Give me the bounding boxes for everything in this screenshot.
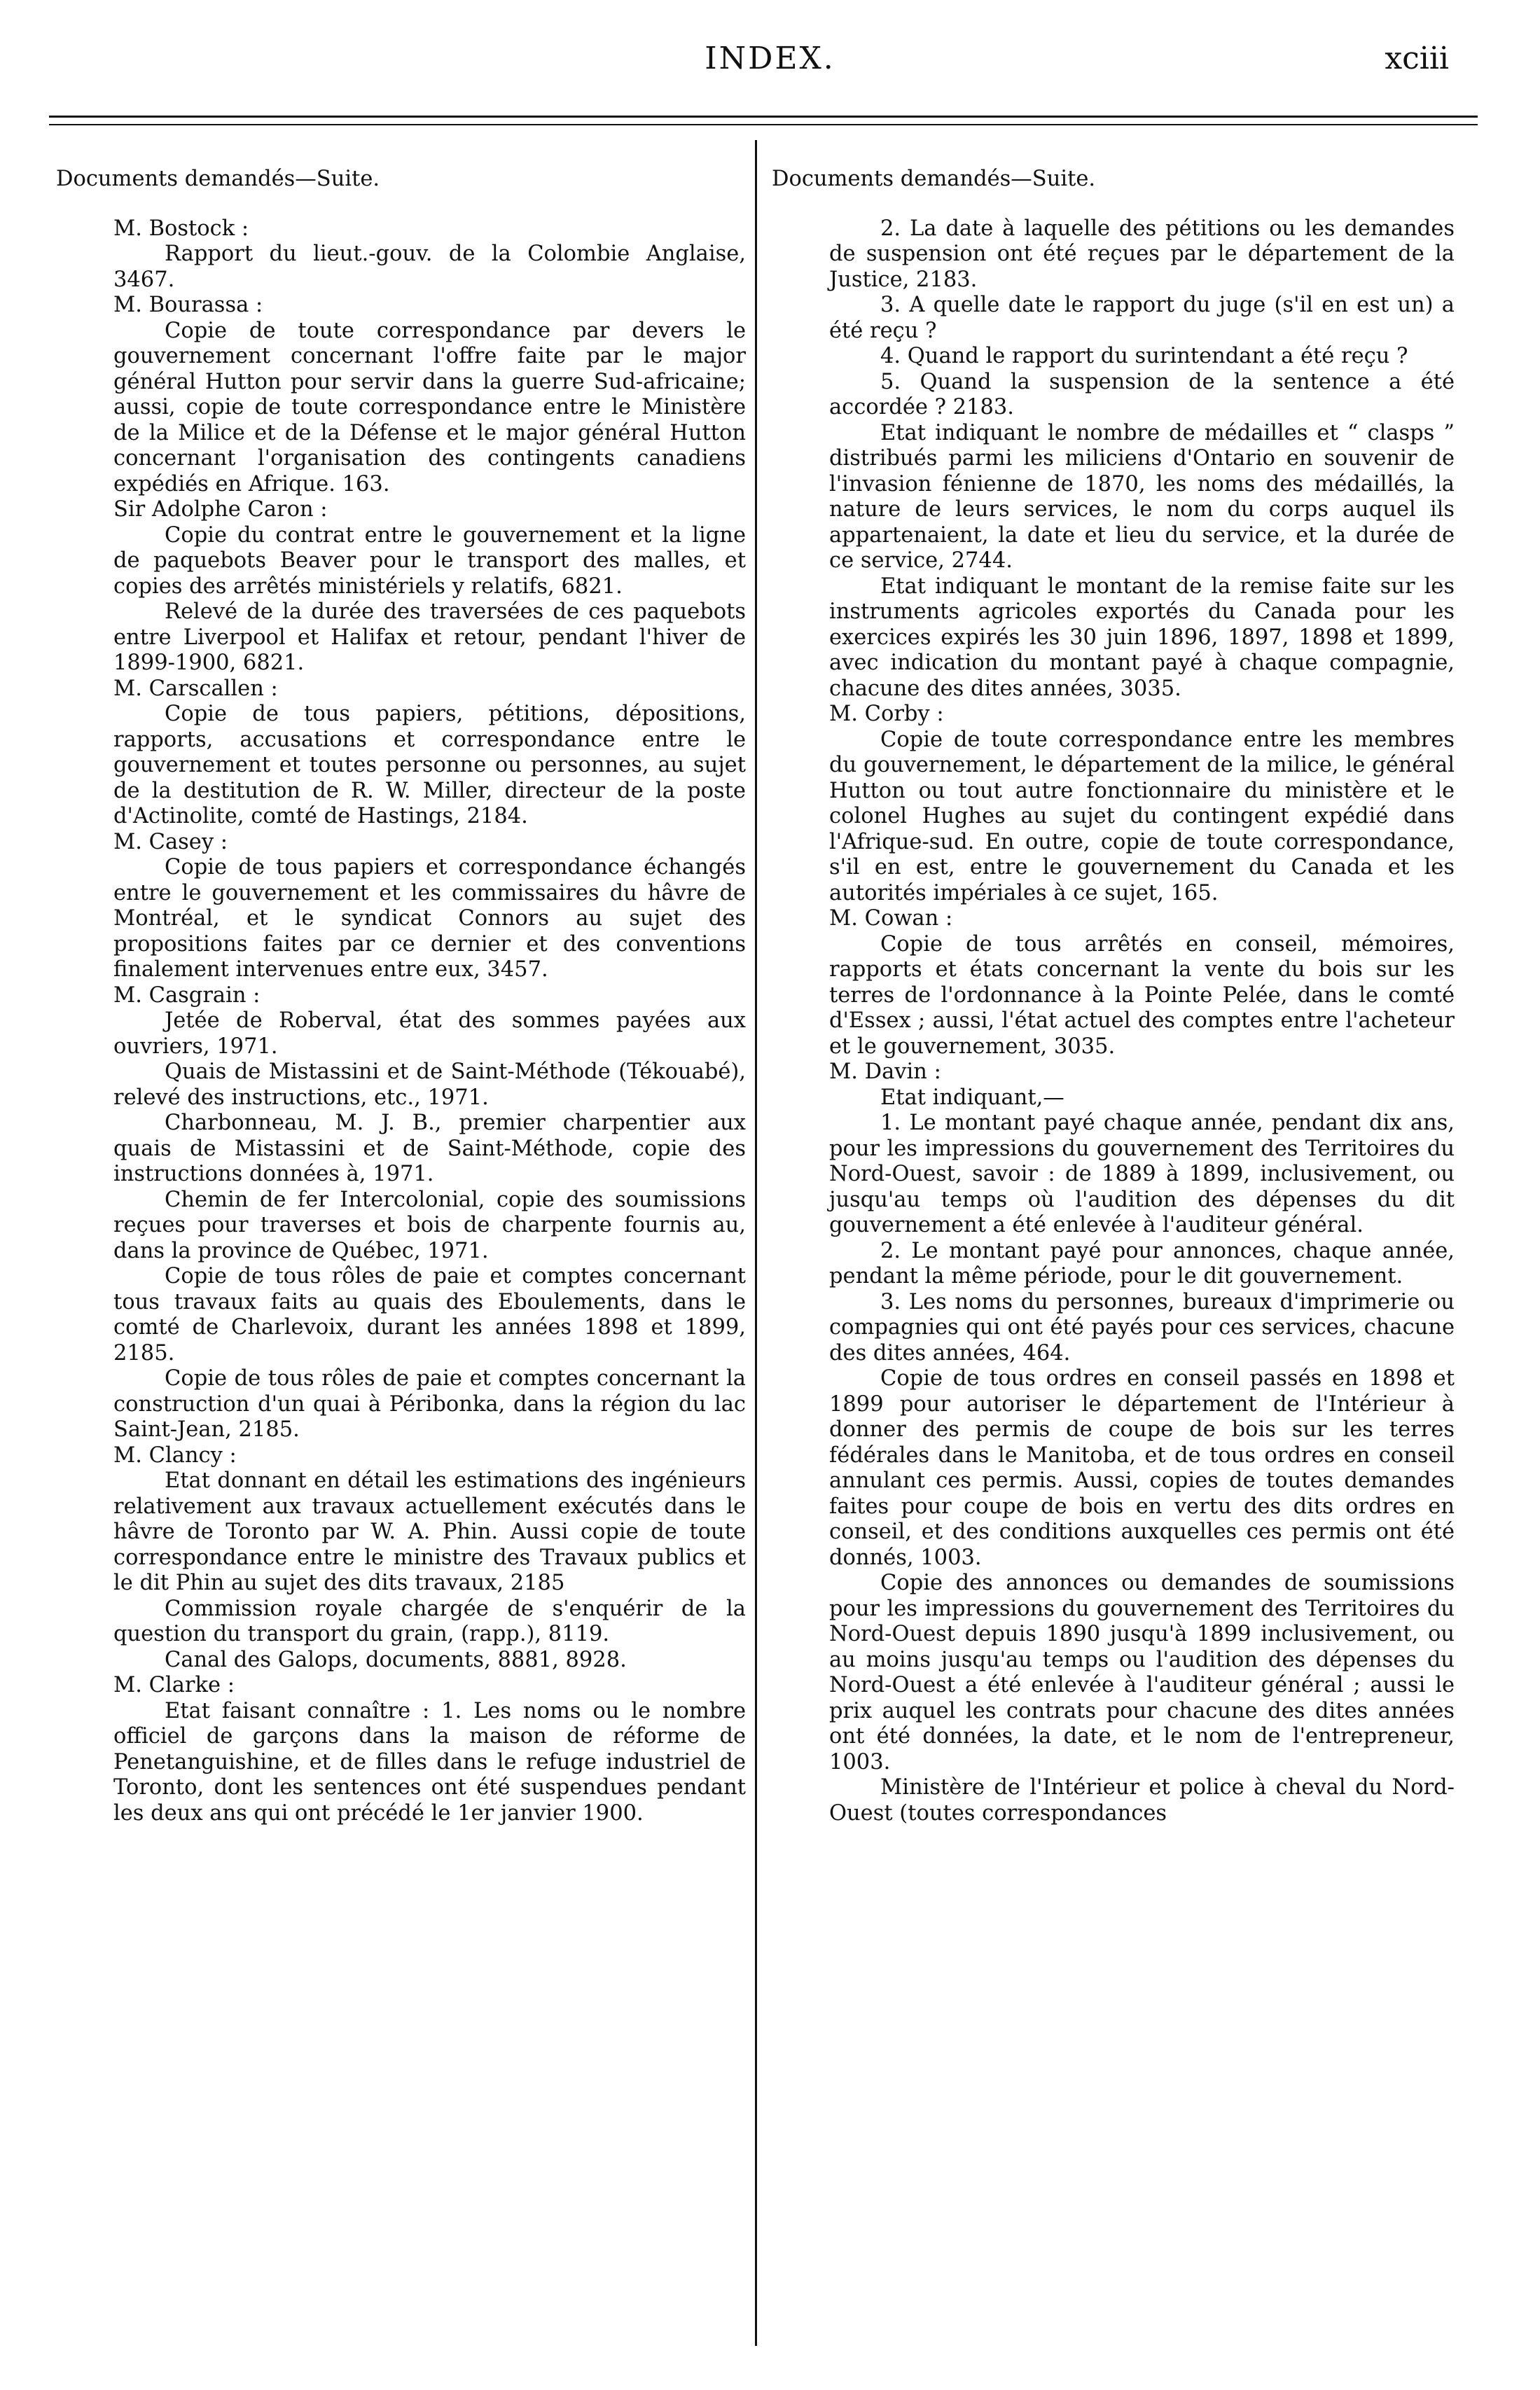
index-entry: 3. Les noms du personnes, bureaux d'imprimerie ou compagnies qui ont été payés pour ces services, chacune des dites années, 464. xyxy=(829,1289,1455,1366)
right-column-body xyxy=(772,216,1455,1827)
index-entry: Copie des annonces ou demandes de soumissions pour les impressions du gouvernement des Territoires du Nord-Ouest depuis 1890 jusqu'à 1899 inclusivement, ou au moins jusqu'au temps ou l'audition des dépenses du Nord-Ouest a été enlevée à l'auditeur général ; aussi le prix auquel les contrats pour chacune des dites années ont été données, la date, et le nom de l'entrepreneur, 1003. xyxy=(829,1571,1455,1774)
member-name: M. Clancy : xyxy=(113,1443,237,1468)
index-entry: Etat indiquant le montant de la remise faite sur les instruments agricoles exportés du Canada pour les exercices expirés les 30 juin 1896, 1897, 1898 et 1899, avec indication du montant payé à chaque compagnie, chacune des dites années, 3035. xyxy=(829,574,1455,701)
index-entry: Chemin de fer Intercolonial, copie des soumissions reçues pour traverses et bois de charpente fournis au, dans la province de Québec, 1971. xyxy=(113,1187,746,1263)
index-entry: Relevé de la durée des traversées de ces paquebots entre Liverpool et Halifax et retour, pendant l'hiver de 1899-1900, 6821. xyxy=(113,599,746,675)
member-name: M. Carscallen : xyxy=(113,676,278,701)
index-entry: Copie de toute correspondance entre les membres du gouvernement, le département de la milice, le général Hutton ou tout autre fonctionnaire du ministère et le colonel Hughes au sujet du contingent expédié dans l'Afrique-sud. En outre, copie de toute correspondance, s'il en est, entre le gouvernement du Canada et les autorités impériales à ce sujet, 165. xyxy=(829,727,1455,905)
index-entry: Ministère de l'Intérieur et police à cheval du Nord-Ouest (toutes correspondances xyxy=(829,1775,1455,1826)
header-rule-thin xyxy=(49,124,1478,125)
member-name: M. Clarke : xyxy=(113,1673,235,1697)
index-entry: Commission royale chargée de s'enquérir de la question du transport du grain, (rapp.), 8119. xyxy=(113,1596,746,1646)
index-entry: Copie du contrat entre le gouvernement et la ligne de paquebots Beaver pour le transport des malles, et copies des arrêtés ministériels y relatifs, 6821. xyxy=(113,522,746,599)
index-entry: Jetée de Roberval, état des sommes payées aux ouvriers, 1971. xyxy=(113,1008,746,1059)
column-divider xyxy=(755,140,757,2346)
member-name: M. Casgrain : xyxy=(113,982,261,1008)
column-heading: Documents demandés—Suite. xyxy=(56,167,380,191)
member-name: M. Corby : xyxy=(829,702,944,726)
left-column-body xyxy=(56,216,746,1827)
column-heading: Documents demandés—Suite. xyxy=(772,167,1096,191)
index-entry: Copie de tous rôles de paie et comptes concernant la construction d'un quai à Péribonka, dans la région du lac Saint-Jean, 2185. xyxy=(113,1366,746,1442)
page-title: INDEX. xyxy=(705,41,835,76)
index-entry: Etat indiquant,— xyxy=(880,1085,1064,1110)
index-entry: 5. Quand la suspension de la sentence a été accordée ? 2183. xyxy=(829,369,1455,419)
member-name: Sir Adolphe Caron : xyxy=(113,497,328,522)
left-column xyxy=(56,167,746,1826)
index-entry: Copie de tous papiers et correspondance échangés entre le gouvernement et les commissaires du hâvre de Montréal, et le syndicat Connors au sujet des propositions faites par ce dernier et des conventions finalement intervenues entre eux, 3457. xyxy=(113,855,746,982)
index-entry: Rapport du lieut.-gouv. de la Colombie Anglaise, 3467. xyxy=(113,242,746,292)
index-entry: Etat donnant en détail les estimations des ingénieurs relativement aux travaux actuellement exécutés dans le hâvre de Toronto par W. A. Phin. Aussi copie de toute correspondance entre le ministre des Travaux publics et le dit Phin au sujet des dits travaux, 2185 xyxy=(113,1468,746,1595)
member-name: M. Cowan : xyxy=(829,906,953,931)
index-entry: 4. Quand le rapport du surintendant a été reçu ? xyxy=(880,344,1408,368)
index-entry: Etat indiquant le nombre de médailles et “ clasps ” distribués parmi les miliciens d'Ontario en souvenir de l'invasion fénienne de 1870, les noms des médaillés, la nature de leurs services, le nom du corps auquel ils appartenaient, la date et lieu du service, et la durée de ce service, 2744. xyxy=(829,420,1455,573)
index-entry: 3. A quelle date le rapport du juge (s'il en est un) a été reçu ? xyxy=(829,293,1455,343)
right-column xyxy=(772,167,1455,1826)
index-entry: 2. La date à laquelle des pétitions ou les demandes de suspension ont été reçues par le département de la Justice, 2183. xyxy=(829,216,1455,292)
index-entry: 2. Le montant payé pour annonces, chaque année, pendant la même période, pour le dit gouvernement. xyxy=(829,1238,1455,1288)
index-entry: Copie de tous ordres en conseil passés en 1898 et 1899 pour autoriser le département de l'Intérieur à donner des permis de coupe de bois sur les terres fédérales dans le Manitoba, et de tous ordres en conseil annulant ces permis. Aussi, copies de toutes demandes faites pour coupe de bois en vertu des dits ordres en conseil, et des conditions auxquelles ces permis ont été donnés, 1003. xyxy=(829,1366,1455,1570)
index-entry: Quais de Mistassini et de Saint-Méthode (Tékouabé), relevé des instructions, etc., 1971. xyxy=(113,1059,746,1110)
index-entry: Canal des Galops, documents, 8881, 8928. xyxy=(165,1647,627,1672)
header-rule xyxy=(49,116,1478,118)
page-number: xciii xyxy=(1385,41,1449,76)
index-entry: Etat faisant connaître : 1. Les noms ou le nombre officiel de garçons dans la maison de réforme de Penetanguishine, et de filles dans le refuge industriel de Toronto, dont les sentences ont été suspendues pendant les deux ans qui ont précédé le 1er janvier 1900. xyxy=(113,1698,746,1826)
index-entry: Copie de tous arrêtés en conseil, mémoires, rapports et états concernant la vente du bois sur les terres de l'ordonnance à la Pointe Pelée, dans le comté d'Essex ; aussi, l'état actuel des comptes entre l'acheteur et le gouvernement, 3035. xyxy=(829,931,1455,1059)
member-name: M. Davin : xyxy=(829,1059,941,1084)
index-entry: Charbonneau, M. J. B., premier charpentier aux quais de Mistassini et de Saint-Méthode, copie des instructions données à, 1971. xyxy=(113,1111,746,1186)
index-entry: Copie de tous rôles de paie et comptes concernant tous travaux faits au quais des Eboulements, dans le comté de Charlevoix, durant les années 1898 et 1899, 2185. xyxy=(113,1264,746,1366)
member-name: M. Bostock : xyxy=(113,216,249,241)
index-entry: Copie de tous papiers, pétitions, dépositions, rapports, accusations et correspondance entre le gouvernement et toutes personne ou personnes, au sujet de la destitution de R. W. Miller, directeur de la poste d'Actinolite, comté de Hastings, 2184. xyxy=(113,702,746,828)
page-header xyxy=(0,0,1540,112)
member-name: M. Bourassa : xyxy=(113,293,263,317)
index-entry: 1. Le montant payé chaque année, pendant dix ans, pour les impressions du gouvernement des Territoires du Nord-Ouest, savoir : de 1889 à 1899, inclusivement, ou jusqu'au temps où l'audition des dépenses du dit gouvernement a été enlevée à l'auditeur général. xyxy=(829,1111,1455,1237)
index-entry: Copie de toute correspondance par devers le gouvernement concernant l'offre faite par le major général Hutton pour servir dans la guerre Sud-africaine; aussi, copie de toute correspondance entre le Ministère de la Milice et de la Défense et le major général Hutton concernant l'organisation des contingents canadiens expédiés en Afrique. 163. xyxy=(113,318,746,496)
member-name: M. Casey : xyxy=(113,829,228,854)
